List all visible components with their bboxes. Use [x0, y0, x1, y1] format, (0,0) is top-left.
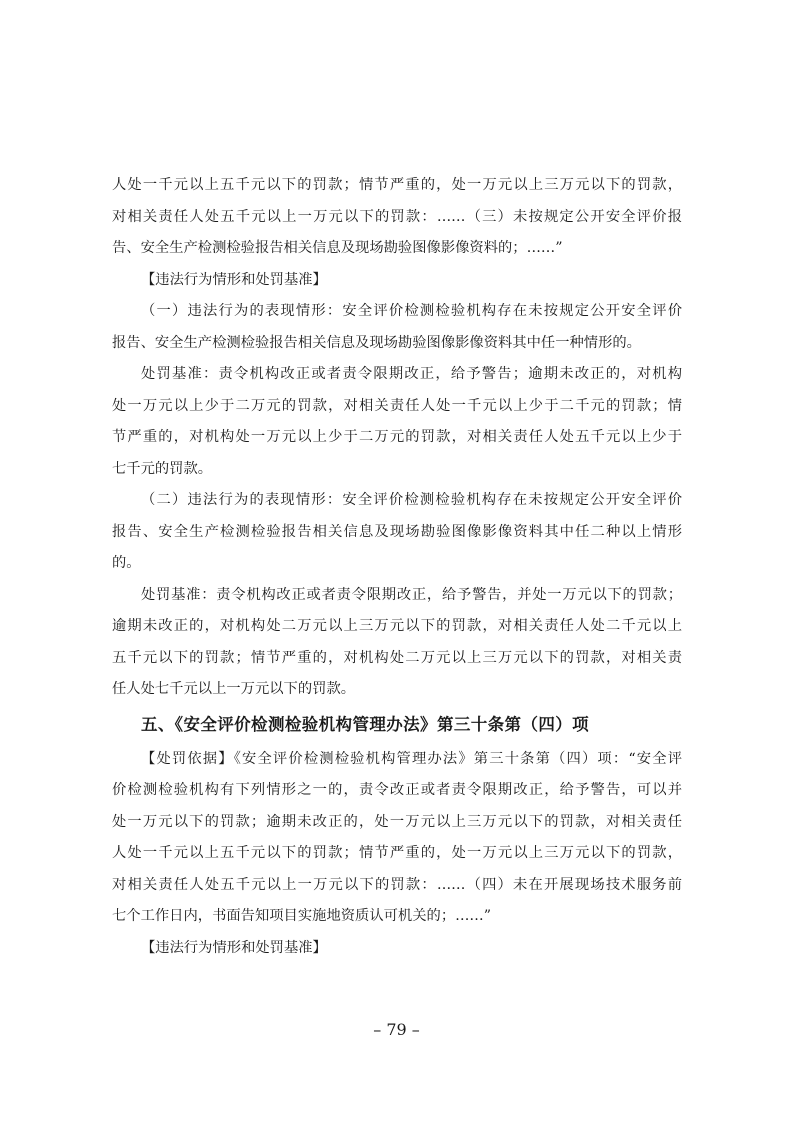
text-line: 价检测检验机构有下列情形之一的，责令改正或者责令限期改正，给予警告，可以并	[112, 782, 682, 798]
text-line: 报告、安全生产检测检验报告相关信息及现场勘验图像影像资料其中任一种情形的。	[112, 334, 641, 351]
section-label-violation-criteria	[112, 933, 682, 965]
text-line: 人处一千元以上五千元以下的罚款；情节严重的，处一万元以上三万元以下的罚款，	[112, 177, 682, 193]
text-line: （一）违法行为的表现情形：安全评价检测检验机构存在未按规定公开安全评价	[141, 303, 682, 319]
page-body	[112, 170, 682, 964]
paragraph-continued-quote	[112, 170, 682, 265]
text-line: 处罚基准：责令机构改正或者责令限期改正，给予警告；逾期未改正的，对机构	[141, 366, 682, 382]
text-line: 七千元的罚款。	[112, 460, 213, 477]
text-line: 对相关责任人处五千元以上一万元以下的罚款：……（三）未按规定公开安全评价报	[112, 208, 682, 225]
paragraph-penalty-two	[112, 580, 682, 706]
text-line: 五千元以下的罚款；情节严重的，对机构处二万元以上三万元以下的罚款，对相关责	[112, 649, 682, 666]
text-line: 任人处七千元以上一万元以下的罚款。	[112, 681, 356, 697]
paragraph-penalty-one	[112, 359, 682, 485]
text-line: 告、安全生产检测检验报告相关信息及现场勘验图像影像资料的；……”	[112, 240, 563, 256]
text-line: 【违法行为情形和处罚基准】	[141, 271, 327, 288]
text-line: （二）违法行为的表现情形：安全评价检测检验机构存在未按规定公开安全评价	[141, 492, 682, 508]
text-line: 【违法行为情形和处罚基准】	[141, 939, 327, 956]
paragraph-legal-basis	[112, 744, 682, 933]
text-line: 节严重的，对机构处一万元以上少于二万元的罚款，对相关责任人处五千元以上少于	[112, 429, 682, 445]
section-label-violation-criteria	[112, 265, 682, 297]
text-line: 处罚基准：责令机构改正或者责令限期改正，给予警告，并处一万元以下的罚款；	[141, 586, 682, 603]
text-line: 处一万元以下的罚款；逾期未改正的，处一万元以上三万元以下的罚款，对相关责任	[112, 813, 682, 830]
paragraph-case-one	[112, 296, 682, 359]
text-line: 的。	[112, 555, 141, 571]
text-line: 对相关责任人处五千元以上一万元以下的罚款：……（四）未在开展现场技术服务前	[112, 876, 682, 893]
text-line: 七个工作日内，书面告知项目实施地资质认可机关的；……”	[112, 908, 492, 924]
paragraph-case-two	[112, 485, 682, 580]
text-line: 人处一千元以上五千元以下的罚款；情节严重的，处一万元以上三万元以下的罚款，	[112, 845, 682, 861]
text-line: 逾期未改正的，对机构处二万元以上三万元以下的罚款，对相关责任人处二千元以上	[112, 618, 682, 634]
section-heading: 五、《安全评价检测检验机构管理办法》第三十条第（四）项	[141, 714, 590, 734]
text-line: 报告、安全生产检测检验报告相关信息及现场勘验图像影像资料其中任二种以上情形	[112, 523, 682, 540]
page-number: – 79 –	[373, 1020, 420, 1039]
text-line: 【处罚依据】《安全评价检测检验机构管理办法》第三十条第（四）项：“安全评	[141, 750, 682, 767]
text-line: 处一万元以上少于二万元的罚款，对相关责任人处一千元以上少于二千元的罚款；情	[112, 397, 682, 414]
